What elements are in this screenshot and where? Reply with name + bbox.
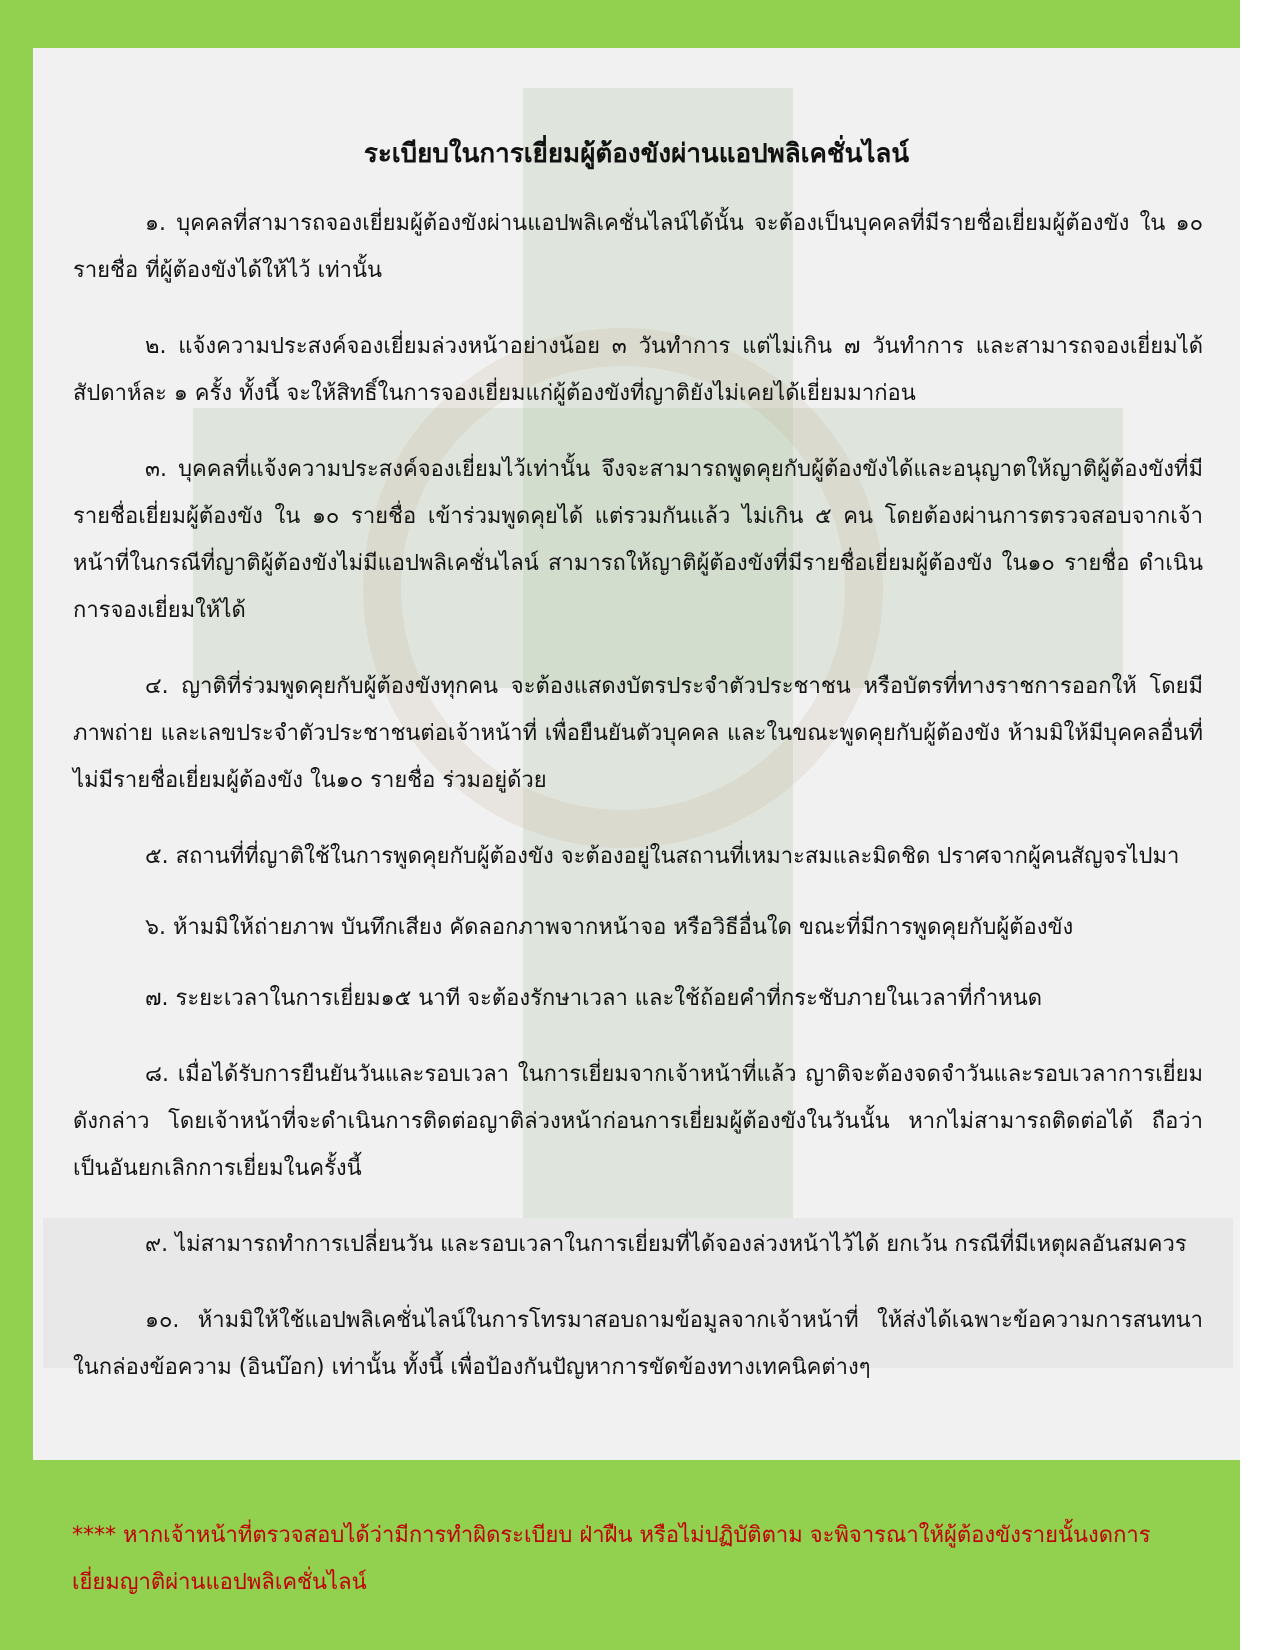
rule-item: ๙. ไม่สามารถทำการเปลี่ยนวัน และรอบเวลาในการเยี่ยมที่ได้จองล่วงหน้าไว้ได้ ยกเว้น กรณีที่มีเหตุผลอันสมควร [145,1232,1187,1257]
rules-list [73,200,1203,1391]
content-panel [33,48,1240,1460]
warning-notice: **** หากเจ้าหน้าที่ตรวจสอบได้ว่ามีการทำผิดระเบียบ ฝ่าฝืน หรือไม่ปฏิบัติตาม จะพิจารณาให้ผู้ต้องขังรายนั้นงดการเยี่ยมญาติผ่านแอปพลิเคชั่นไลน์ [72,1523,1151,1595]
rule-item: ๑๐. ห้ามมิให้ใช้แอปพลิเคชั่นไลน์ในการโทรมาสอบถามข้อมูลจากเจ้าหน้าที่ ให้ส่งได้เฉพาะข้อความการสนทนาในกล่องข้อความ (อินบ๊อก) เท่านั้น ทั้งนี้ เพื่อป้องกันปัญหาการขัดข้องทางเทคนิคต่างๆ [73,1308,1203,1380]
document-title: ระเบียบในการเยี่ยมผู้ต้องขังผ่านแอปพลิเคชั่นไลน์ [363,139,910,169]
rule-item: ๖. ห้ามมิให้ถ่ายภาพ บันทึกเสียง คัดลอกภาพจากหน้าจอ หรือวิธีอื่นใด ขณะที่มีการพูดคุยกับผู้ต้องขัง [145,915,1074,940]
rule-item: ๒. แจ้งความประสงค์จองเยี่ยมล่วงหน้าอย่างน้อย ๓ วันทำการ แต่ไม่เกิน ๗ วันทำการ และสามารถจองเยี่ยมได้ สัปดาห์ละ ๑ ครั้ง ทั้งนี้ จะให้สิทธิ์ในการจองเยี่ยมแก่ผู้ต้องขังที่ญาติยังไม่เคยได้เยี่ยมมาก่อน [73,334,1203,406]
rule-item: ๑. บุคคลที่สามารถจองเยี่ยมผู้ต้องขังผ่านแอปพลิเคชั่นไลน์ได้นั้น จะต้องเป็นบุคคลที่มีรายชื่อเยี่ยมผู้ต้องขัง ใน ๑๐ รายชื่อ ที่ผู้ต้องขังได้ให้ไว้ เท่านั้น [73,211,1203,283]
rule-item: ๗. ระยะเวลาในการเยี่ยม๑๕ นาที จะต้องรักษาเวลา และใช้ถ้อยคำที่กระชับภายในเวลาที่กำหนด [145,986,1043,1011]
rule-item: ๓. บุคคลที่แจ้งความประสงค์จองเยี่ยมไว้เท่านั้น จึงจะสามารถพูดคุยกับผู้ต้องขังได้และอนุญาตให้ญาติผู้ต้องขังที่มีรายชื่อเยี่ยมผู้ต้องขัง ใน ๑๐ รายชื่อ เข้าร่วมพูดคุยได้ แต่รวมกันแล้ว ไม่เกิน ๕ คน โดยต้องผ่านการตรวจสอบจากเจ้าหน้าที่ในกรณีที่ญาติผู้ต้องขังไม่มีแอปพลิเคชั่นไลน์ สามารถให้ญาติผู้ต้องขังที่มีรายชื่อเยี่ยมผู้ต้องขัง ใน๑๐ รายชื่อ ดำเนินการจองเยี่ยมให้ได้ [73,457,1203,623]
rule-item: ๔. ญาติที่ร่วมพูดคุยกับผู้ต้องขังทุกคน จะต้องแสดงบัตรประจำตัวประชาชน หรือบัตรที่ทางราชการออกให้ โดยมีภาพถ่าย และเลขประจำตัวประชาชนต่อเจ้าหน้าที่ เพื่อยืนยันตัวบุคคล และในขณะพูดคุยกับผู้ต้องขัง ห้ามมิให้มีบุคคลอื่นที่ไม่มีรายชื่อเยี่ยมผู้ต้องขัง ใน๑๐ รายชื่อ ร่วมอยู่ด้วย [73,674,1203,793]
rule-item: ๘. เมื่อได้รับการยืนยันวันและรอบเวลา ในการเยี่ยมจากเจ้าหน้าที่แล้ว ญาติจะต้องจดจำวันและรอบเวลาการเยี่ยมดังกล่าว โดยเจ้าหน้าที่จะดำเนินการติดต่อญาติล่วงหน้าก่อนการเยี่ยมผู้ต้องขังในวันนั้น หากไม่สามารถติดต่อได้ ถือว่าเป็นอันยกเลิกการเยี่ยมในครั้งนี้ [73,1062,1203,1181]
rule-item: ๕. สถานที่ที่ญาติใช้ในการพูดคุยกับผู้ต้องขัง จะต้องอยู่ในสถานที่เหมาะสมและมิดชิด ปราศจากผู้คนสัญจรไปมา [145,844,1180,869]
